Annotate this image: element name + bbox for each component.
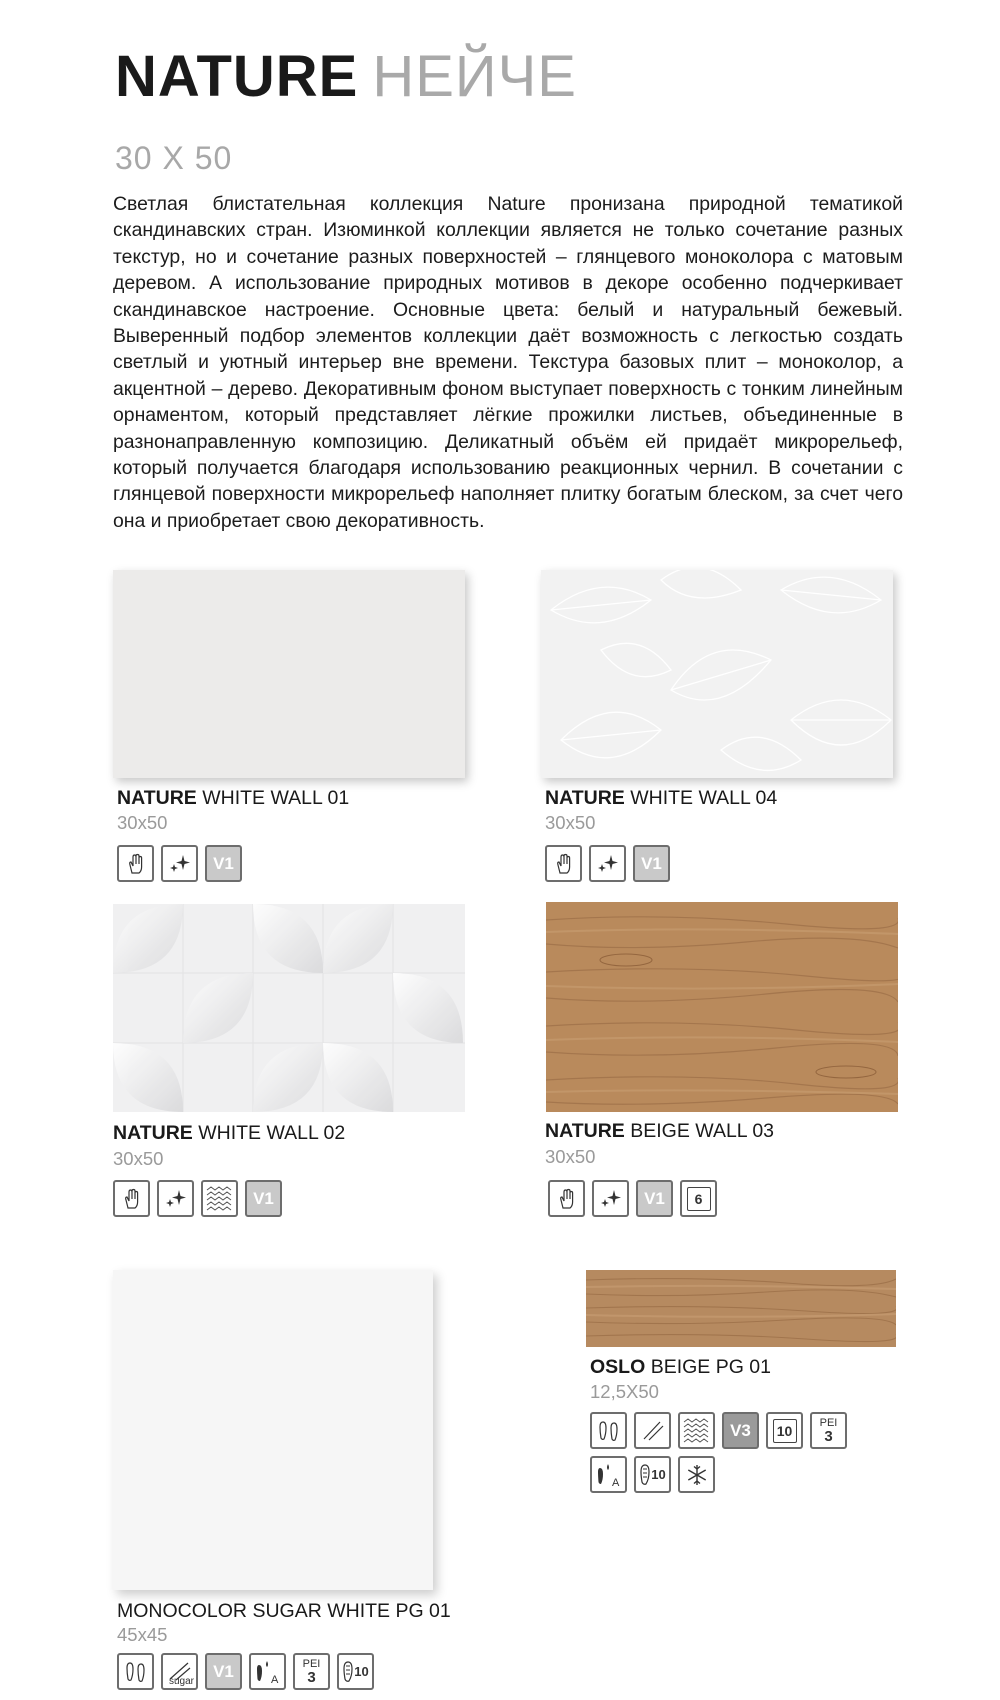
relief-pattern: [113, 904, 465, 1112]
floor-use-icon: [590, 1412, 627, 1449]
sparkle-icon: [157, 1180, 194, 1217]
shade-variation-v1-icon: V1: [245, 1180, 282, 1217]
product-format: 30x50: [545, 1146, 596, 1167]
product-icons-row-2: [590, 1456, 715, 1493]
faces-count-icon: 6: [680, 1180, 717, 1217]
tile-image-white-wall-01: [113, 570, 465, 778]
product-format: 30x50: [545, 812, 596, 833]
shade-variation-v1-icon: V1: [205, 845, 242, 882]
floor-use-icon: [117, 1653, 154, 1690]
svg-text:A: A: [611, 1476, 619, 1488]
collection-format: 30 X 50: [115, 140, 233, 176]
product-name: NATURE WHITE WALL 04: [545, 787, 778, 809]
pei-class-icon: PEI 3: [293, 1653, 330, 1690]
product-icons: [117, 845, 242, 882]
matt-surface-icon: [634, 1412, 671, 1449]
hand-icon: [117, 845, 154, 882]
product-icons: [117, 1653, 374, 1690]
product-icons: [545, 845, 670, 882]
sparkle-icon: [589, 845, 626, 882]
sparkle-icon: [592, 1180, 629, 1217]
shade-variation-v1-icon: V1: [205, 1653, 242, 1690]
structured-surface-icon: [201, 1180, 238, 1217]
product-name: NATURE BEIGE WALL 03: [545, 1120, 775, 1142]
product-format: 30x50: [117, 812, 168, 833]
structured-surface-icon: [678, 1412, 715, 1449]
wood-texture: [586, 1270, 896, 1347]
tile-image-white-wall-02: [113, 904, 465, 1112]
product-name: MONOCOLOR SUGAR WHITE PG 01: [117, 1600, 451, 1622]
product-format: 12,5X50: [590, 1381, 659, 1402]
shade-variation-v1-icon: V1: [633, 845, 670, 882]
title-latin: NATURE: [115, 44, 359, 109]
product-name: NATURE WHITE WALL 01: [117, 787, 350, 809]
product-icons: [548, 1180, 717, 1217]
collection-title: [115, 44, 577, 109]
title-cyrillic: НЕЙЧЕ: [372, 44, 577, 109]
sparkle-icon: [161, 845, 198, 882]
shade-variation-v3-icon: V3: [722, 1412, 759, 1449]
sugar-surface-icon: sugar: [161, 1653, 198, 1690]
leaf-pattern: [541, 570, 893, 778]
wood-texture: [546, 902, 898, 1112]
product-format: 30x50: [113, 1148, 164, 1169]
product-name: NATURE WHITE WALL 02: [113, 1122, 346, 1144]
slip-resistance-icon: [249, 1653, 286, 1690]
frost-resistance-icon: [678, 1456, 715, 1493]
tile-image-white-wall-04: [541, 570, 893, 778]
product-icons: [113, 1180, 282, 1217]
svg-text:A: A: [270, 1673, 278, 1685]
tile-image-beige-wall-03: [546, 902, 898, 1112]
slip-resistance-icon: [590, 1456, 627, 1493]
pei-class-icon: PEI 3: [810, 1412, 847, 1449]
product-format: 45x45: [117, 1624, 168, 1645]
tile-image-sugar-white-pg-01: [113, 1270, 433, 1590]
collection-description: Светлая блистательная коллекция Nature пронизана природной тематикой скандинавских стран. Изюминкой коллекции является не только сочетание разных текстур, но и сочетание разных поверхностей – глянцевого моноколора с матовым деревом. А использование природных мотивов в декоре особенно подчеркивает скандинавское настроение. Основные цвета: белый и натуральный бежевый. Выверенный подбор элементов коллекции даёт возможность с легкостью создать светлый и уютный интерьер вне времени. Текстура базовых плит – моноколор, а акцентной – дерево. Декоративным фоном выступает поверхность с тонким линейным орнаментом, который представляет лёгкие прожилки листьев, объединенные в разнонаправленную композицию. Деликатный объём ей придаёт микрорельеф, который получается благодаря использованию реакционных чернил. В сочетании с глянцевой поверхности микрорельеф наполняет плитку богатым блеском, за счет чего она и приобретает свою декоративность.: [113, 193, 903, 532]
wear-resistance-icon: 10: [337, 1653, 374, 1690]
hand-icon: [548, 1180, 585, 1217]
tile-image-oslo-beige-pg-01: [586, 1270, 896, 1347]
wear-resistance-icon: 10: [634, 1456, 671, 1493]
shade-variation-v1-icon: V1: [636, 1180, 673, 1217]
hand-icon: [113, 1180, 150, 1217]
product-name: OSLO BEIGE PG 01: [590, 1356, 771, 1378]
hand-icon: [545, 845, 582, 882]
faces-count-icon: 10: [766, 1412, 803, 1449]
product-icons-row-1: [590, 1412, 847, 1449]
